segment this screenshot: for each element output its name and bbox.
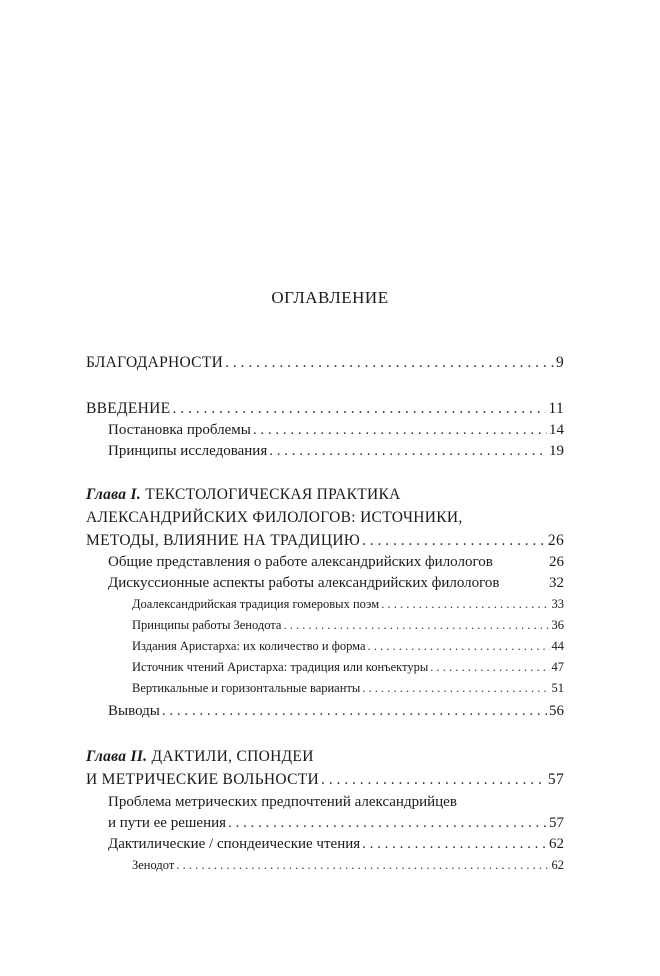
toc-chapter1-line2[interactable] — [86, 507, 564, 529]
toc-page-number: 47 — [551, 660, 564, 674]
toc-entry-label: Постановка проблемы — [108, 422, 251, 438]
toc-entry-label: Издания Аристарха: их количество и форма — [132, 639, 366, 653]
chapter-title-line: МЕТОДЫ, ВЛИЯНИЕ НА ТРАДИЦИЮ — [86, 532, 361, 549]
toc-entry-ch1-zenodotus[interactable] — [86, 614, 564, 636]
page-title: ОГЛАВЛЕНИЕ — [271, 288, 389, 307]
toc-entry-ch2-problem-line1[interactable] — [86, 791, 564, 813]
toc-leader — [225, 352, 554, 374]
toc-entry-ch2-problem-line2[interactable] — [86, 812, 564, 834]
toc-entry-ch2-zenodotus[interactable] — [86, 854, 564, 876]
chapter-title-line: И МЕТРИЧЕСКИЕ ВОЛЬНОСТИ — [86, 771, 320, 788]
toc-entry-intro-principles[interactable] — [86, 440, 564, 462]
toc-entry-label: Дискуссионные аспекты работы александрийских филологов — [108, 575, 500, 591]
toc-leader — [176, 854, 549, 876]
toc-entry-label: Общие представления о работе александрийских филологов — [108, 554, 493, 570]
toc-entry-ch1-conclusions[interactable] — [86, 700, 564, 722]
toc-entry-label: БЛАГОДАРНОСТИ — [86, 354, 224, 371]
toc-leader — [283, 614, 549, 636]
toc-entry-label: Дактилические / спондеические чтения — [108, 836, 361, 852]
toc-entry-label: и пути ее решения — [108, 815, 227, 831]
toc-chapter2-line2[interactable] — [86, 769, 564, 791]
toc-page-number: 51 — [551, 681, 564, 695]
toc-leader — [253, 419, 547, 441]
toc-leader — [362, 833, 547, 855]
toc-leader — [162, 700, 547, 722]
toc-page-number: 33 — [551, 597, 564, 611]
toc-leader — [362, 530, 546, 552]
toc-page-number: 57 — [549, 815, 564, 831]
toc-page-number: 62 — [551, 858, 564, 872]
toc-entry-ch1-aristarchus-editions[interactable] — [86, 635, 564, 657]
toc-entry-ch1-general[interactable] — [86, 551, 564, 573]
toc-leader — [321, 769, 546, 791]
toc-page-number: 26 — [547, 532, 564, 549]
toc-page-number: 14 — [549, 422, 564, 438]
toc-entry-label: Принципы работы Зенодота — [132, 618, 282, 632]
toc-entry-label: Вертикальные и горизонтальные варианты — [132, 681, 361, 695]
chapter-title-line: АЛЕКСАНДРИЙСКИХ ФИЛОЛОГОВ: ИСТОЧНИКИ, — [86, 509, 463, 526]
toc-entry-intro-problem[interactable] — [86, 419, 564, 441]
toc-page-number: 9 — [555, 354, 564, 371]
toc-chapter1-line1[interactable] — [86, 484, 564, 506]
chapter-title-line: ДАКТИЛИ, СПОНДЕИ — [151, 748, 314, 765]
toc-entry-ch1-aristarchus-source[interactable] — [86, 656, 564, 678]
toc-entry-label: Зенодот — [132, 858, 175, 872]
toc-page-number: 44 — [551, 639, 564, 653]
toc-entry-label: Доалександрийская традиция гомеровых поэм — [132, 597, 380, 611]
chapter-prefix: Глава I. — [86, 486, 141, 503]
toc-entry-intro[interactable] — [86, 398, 564, 420]
toc-page-number: 32 — [549, 575, 564, 591]
toc-leader — [362, 677, 549, 699]
toc-page-number: 19 — [549, 443, 564, 459]
toc-chapter1-line3[interactable] — [86, 530, 564, 552]
toc-leader — [269, 440, 547, 462]
toc-entry-ch1-discussion[interactable] — [86, 572, 564, 594]
toc-entry-ch2-readings[interactable] — [86, 833, 564, 855]
toc-page-number: 56 — [549, 703, 564, 719]
chapter-prefix: Глава II. — [86, 748, 148, 765]
toc-page-number: 11 — [548, 400, 564, 417]
toc-entry-label: Выводы — [108, 703, 160, 719]
toc-entry-label: Принципы исследования — [108, 443, 268, 459]
toc-entry-acknowledgements[interactable] — [86, 352, 564, 374]
toc-leader — [430, 656, 549, 678]
toc-leader — [228, 812, 547, 834]
toc-leader — [172, 398, 546, 420]
toc-entry-label: Проблема метрических предпочтений александрийцев — [108, 794, 457, 810]
toc-page-number: 57 — [547, 771, 564, 788]
toc-entry-label: Источник чтений Аристарха: традиция или конъектуры — [132, 660, 429, 674]
toc-leader — [381, 593, 549, 615]
toc-leader — [368, 635, 550, 657]
toc-chapter2-line1[interactable] — [86, 746, 564, 768]
toc-page-number: 26 — [549, 554, 564, 570]
chapter-title-line: ТЕКСТОЛОГИЧЕСКАЯ ПРАКТИКА — [145, 486, 401, 503]
toc-page-number: 36 — [551, 618, 564, 632]
toc-page-number: 62 — [549, 836, 564, 852]
toc-entry-ch1-pre-alexandrian[interactable] — [86, 593, 564, 615]
toc-entry-ch1-variants[interactable] — [86, 677, 564, 699]
toc-entry-label: ВВЕДЕНИЕ — [86, 400, 171, 417]
